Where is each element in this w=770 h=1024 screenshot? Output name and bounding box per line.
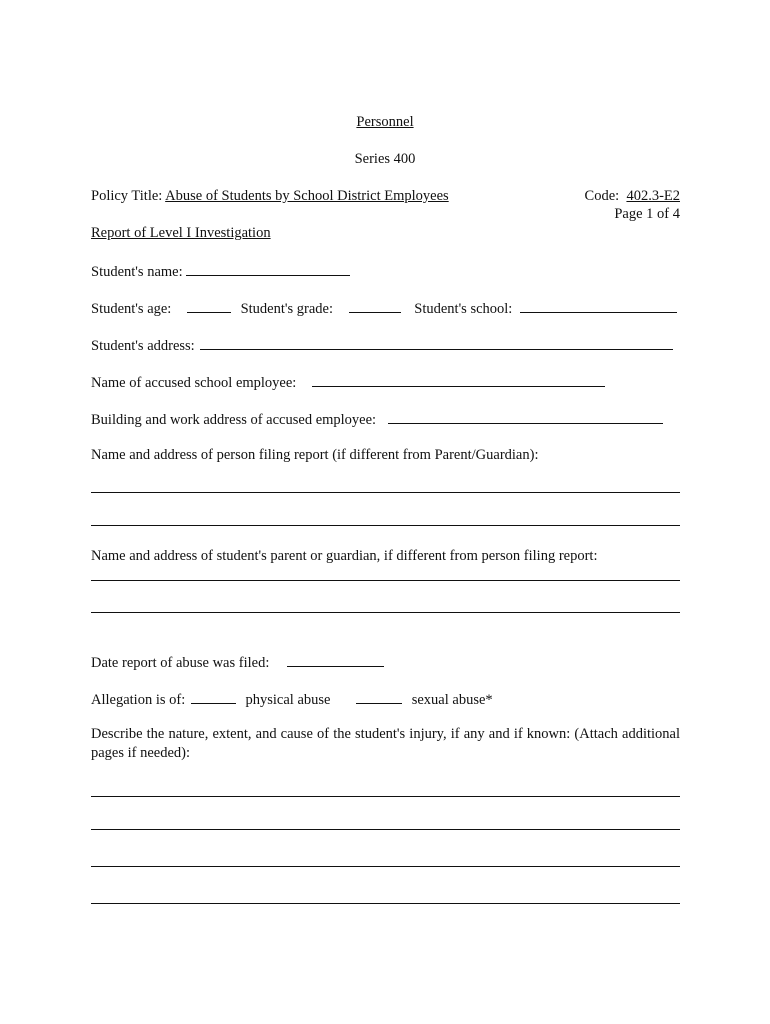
date-filed-label: Date report of abuse was filed: [91,655,270,671]
filer-label: Name and address of person filing report (if different from Parent/Guardian): [91,447,539,463]
code-block [585,187,680,223]
parent-line-1[interactable] [91,580,680,581]
page-number: Page 1 of 4 [614,206,680,222]
student-address-label: Student's address: [91,338,195,354]
policy-title-line [91,187,449,205]
student-age-grade-school-row [91,298,677,318]
student-age-label: Student's age: [91,301,172,317]
accused-address-label: Building and work address of accused employee: [91,412,377,428]
series-heading: Series 400 [354,151,416,167]
sexual-abuse-label: sexual abuse* [411,692,493,708]
student-grade-blank[interactable] [349,298,401,313]
policy-title-label: Policy Title: [91,188,163,204]
student-grade-label: Student's grade: [240,301,334,317]
student-school-label: Student's school: [414,301,513,317]
allegation-label: Allegation is of: [91,692,186,708]
report-title: Report of Level I Investigation [91,225,271,241]
student-name-row [91,261,350,281]
accused-address-blank[interactable] [388,409,663,424]
injury-line-1[interactable] [91,796,680,797]
code-label: Code: [584,188,620,204]
code-value: 402.3-E2 [626,188,680,204]
student-name-blank[interactable] [186,261,350,276]
accused-address-row [91,409,663,429]
physical-abuse-blank[interactable] [191,689,236,704]
student-address-blank[interactable] [200,335,673,350]
accused-name-row [91,372,605,392]
code-line [585,187,680,205]
parent-line-2[interactable] [91,612,680,613]
section-heading: Personnel [356,114,414,130]
parent-label: Name and address of student's parent or guardian, if different from person filing report: [91,548,598,564]
student-age-blank[interactable] [187,298,231,313]
student-name-label: Student's name: [91,264,183,280]
injury-line-3[interactable] [91,866,680,867]
filer-line-1[interactable] [91,492,680,493]
accused-name-blank[interactable] [312,372,605,387]
student-address-row [91,335,673,355]
date-filed-blank[interactable] [287,652,384,667]
injury-line-2[interactable] [91,829,680,830]
policy-title: Abuse of Students by School District Employees [165,188,449,204]
physical-abuse-label: physical abuse [245,692,331,708]
allegation-row [91,689,493,709]
student-school-blank[interactable] [520,298,677,313]
injury-description-label: Describe the nature, extent, and cause of the student's injury, if any and if known: (Attach additional pages if needed): [91,726,680,761]
date-filed-row [91,652,384,672]
accused-name-label: Name of accused school employee: [91,375,297,391]
sexual-abuse-blank[interactable] [356,689,402,704]
injury-line-4[interactable] [91,903,680,904]
filer-line-2[interactable] [91,525,680,526]
